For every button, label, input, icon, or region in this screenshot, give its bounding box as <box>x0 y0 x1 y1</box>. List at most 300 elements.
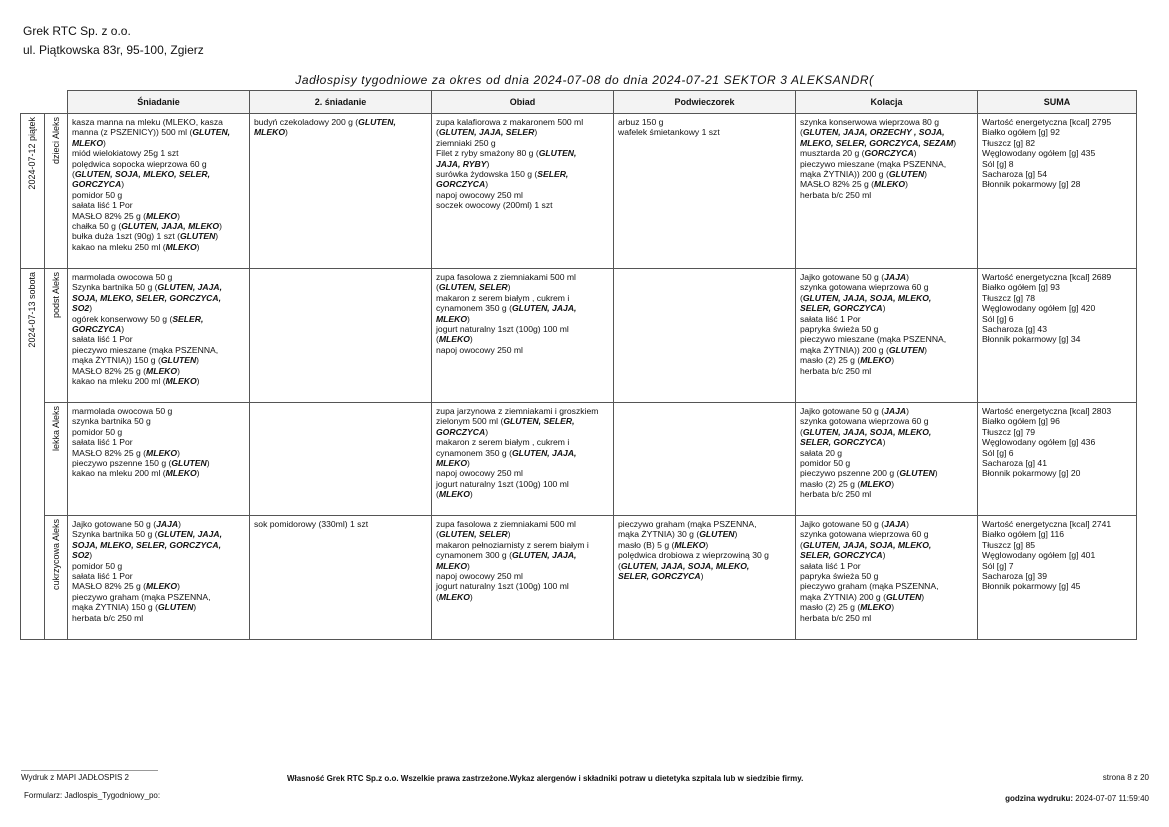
meal-cell-sniadanie <box>68 269 250 403</box>
cell-line <box>800 458 973 468</box>
cell-text: ) <box>882 303 886 314</box>
cell-line <box>982 561 1132 571</box>
cell-text: budyń czekoladowy 200 g ( <box>254 117 359 127</box>
cell-line <box>982 540 1132 550</box>
allergen-text: JAJA <box>884 272 907 282</box>
cell-text: makaron z serem białym , cukrem i <box>436 292 570 303</box>
meal-cell-obiad <box>432 114 614 269</box>
cell-text: sałata liść 1 Por <box>72 571 133 582</box>
cell-line <box>72 561 245 571</box>
meal-cell-sniadanie <box>68 114 250 269</box>
cell-line <box>436 427 609 437</box>
cell-text: jogurt naturalny 1szt (100g) 100 ml <box>436 478 569 489</box>
allergen-text: SO2 <box>72 303 90 314</box>
cell-text: arbuz 150 g <box>618 117 664 127</box>
cell-line <box>72 324 245 334</box>
meal-cell-2-sniadanie <box>250 403 432 516</box>
cell-text: Białko ogółem [g] 96 <box>982 416 1060 427</box>
allergen-text: GLUTEN, SELER <box>438 529 508 540</box>
cell-line <box>72 138 245 148</box>
page-title: Jadłospisy tygodniowe za okres od dnia 2024-07-08 do dnia 2024-07-21 SEKTOR 3 ALEKSANDR( <box>295 73 874 87</box>
column-header-sniadanie: Śniadanie <box>68 91 250 114</box>
cell-text: Tłuszcz [g] 82 <box>982 137 1036 148</box>
cell-text: surówka żydowska 150 g ( <box>436 169 538 180</box>
cell-line <box>436 416 609 426</box>
cell-text: Błonnik pokarmowy [g] 20 <box>982 468 1081 479</box>
cell-text: ) <box>913 148 917 159</box>
cell-line <box>800 366 973 376</box>
diet-label: podst Aleks <box>50 272 61 319</box>
table-row <box>21 269 1137 403</box>
cell-line <box>800 550 973 560</box>
footer-print-time-label: godzina wydruku: <box>1005 794 1074 803</box>
cell-text: kakao na mleku 250 ml ( <box>72 241 166 252</box>
cell-line <box>618 117 791 127</box>
cell-text: ) <box>469 591 473 602</box>
meal-cell-obiad <box>432 403 614 516</box>
cell-line <box>800 437 973 447</box>
cell-line <box>72 468 245 478</box>
cell-line <box>72 190 245 200</box>
cell-line <box>618 127 791 137</box>
cell-line <box>254 127 427 137</box>
cell-text: ) <box>89 303 93 314</box>
diet-label: lekka Aleks <box>50 406 61 452</box>
cell-line <box>800 540 973 550</box>
cell-line <box>800 613 973 623</box>
cell-text: Wartość energetyczna [kcal] 2689 <box>982 272 1112 282</box>
cell-line <box>436 282 609 292</box>
cell-line <box>982 416 1132 426</box>
allergen-text: MLEKO <box>146 581 178 592</box>
allergen-text: MLEKO <box>436 560 468 571</box>
allergen-text: GLUTEN <box>899 468 935 479</box>
cell-line <box>982 529 1132 539</box>
cell-line <box>72 179 245 189</box>
meal-cell-podwieczorek <box>614 516 796 640</box>
column-header-suma: SUMA <box>978 91 1137 114</box>
cell-text: ) <box>906 519 909 529</box>
cell-line <box>436 117 609 127</box>
cell-text: ) <box>196 355 200 366</box>
cell-line <box>800 529 973 539</box>
cell-line <box>982 127 1132 137</box>
cell-text: ) <box>953 137 957 148</box>
diet-label: cukrzycowa Aleks <box>50 519 61 591</box>
cell-text: pieczywo pszenne 200 g ( <box>800 468 900 479</box>
cell-text: ( <box>800 426 803 437</box>
cell-text: ) <box>177 447 180 458</box>
cell-text: ) <box>882 437 886 448</box>
cell-text: makaron z serem białym , cukrem i <box>436 437 570 448</box>
cell-text: Jajko gotowane 50 g ( <box>800 406 885 416</box>
cell-line <box>72 427 245 437</box>
cell-text: ) <box>177 210 180 221</box>
meal-cell-2-sniadanie <box>250 114 432 269</box>
cell-text: soczek owocowy (200ml) 1 szt <box>436 200 553 211</box>
cell-text: papryka świeża 50 g <box>800 324 879 335</box>
cell-line <box>982 406 1132 416</box>
footer-page-number: strona 8 z 20 <box>1102 773 1149 782</box>
cell-line <box>436 179 609 189</box>
cell-text: szynka gotowana wieprzowa 60 g <box>800 282 929 293</box>
allergen-text: GORCZYCA <box>436 179 486 190</box>
allergen-text: GLUTEN, JAJA, <box>511 550 577 561</box>
cell-line <box>800 148 973 158</box>
cell-text: herbata b/c 250 ml <box>800 189 872 200</box>
cell-line <box>72 314 245 324</box>
cell-text: mąka ŻYTNIA)) 200 g ( <box>800 344 889 355</box>
cell-text: ( <box>436 591 439 602</box>
cell-line <box>800 571 973 581</box>
meal-cell-sniadanie <box>68 516 250 640</box>
allergen-text: MLEKO, SELER, GORCZYCA, SEZAM <box>800 137 954 148</box>
cell-line <box>982 550 1132 560</box>
allergen-text: SELER, <box>537 169 569 180</box>
cell-text: pieczywo mieszane (mąka PSZENNA, <box>72 344 219 355</box>
meal-cell-obiad <box>432 516 614 640</box>
cell-line <box>436 458 609 468</box>
cell-line <box>436 324 609 334</box>
cell-line <box>800 272 973 282</box>
cell-line <box>618 550 791 560</box>
cell-text: makaron pełnoziarnisty z serem białym i <box>436 539 589 550</box>
cell-line <box>436 190 609 200</box>
cell-text: Tłuszcz [g] 85 <box>982 539 1036 550</box>
cell-line <box>436 159 609 169</box>
allergen-text: MLEKO <box>436 458 468 469</box>
cell-line <box>800 602 973 612</box>
meal-cell-podwieczorek <box>614 269 796 403</box>
header-date-spacer <box>21 91 45 114</box>
cell-text: herbata b/c 250 ml <box>800 365 872 376</box>
date-label: 2024-07-13 sobota <box>27 272 38 348</box>
cell-text: ) <box>177 581 180 592</box>
cell-line <box>436 169 609 179</box>
cell-text: ) <box>924 169 928 180</box>
cell-line <box>72 272 245 282</box>
cell-line <box>800 416 973 426</box>
cell-text: ) <box>178 519 181 529</box>
date-label: 2024-07-12 piątek <box>27 117 38 190</box>
cell-line <box>800 293 973 303</box>
cell-text: pieczywo pszenne 150 g ( <box>72 458 172 469</box>
cell-line <box>982 314 1132 324</box>
cell-text: ) <box>206 458 210 469</box>
cell-text: MASŁO 82% 25 g ( <box>800 179 875 190</box>
cell-text: pomidor 50 g <box>72 426 123 437</box>
cell-text: ) <box>891 478 895 489</box>
cell-line <box>72 242 245 252</box>
cell-text: ) <box>534 127 538 138</box>
cell-line <box>436 529 609 539</box>
cell-line <box>982 138 1132 148</box>
cell-text: ) <box>285 127 288 138</box>
cell-line <box>72 540 245 550</box>
cell-text: zielonym 500 ml ( <box>436 416 504 427</box>
cell-text: ) <box>196 376 200 387</box>
cell-text: szynka bartnika 50 g <box>72 416 151 427</box>
cell-text: ) <box>906 272 909 282</box>
cell-line <box>436 519 609 529</box>
cell-line <box>436 200 609 210</box>
allergen-text: GLUTEN, <box>538 148 577 159</box>
meal-cell-kolacja <box>796 516 978 640</box>
column-header-podwieczorek: Podwieczorek <box>614 91 796 114</box>
date-cell <box>21 114 45 269</box>
header-row <box>21 91 1137 114</box>
cell-text: napoj owocowy 250 ml <box>436 344 523 355</box>
cell-text: Jajko gotowane 50 g ( <box>72 519 157 529</box>
cell-line <box>436 303 609 313</box>
cell-text: napoj owocowy 250 ml <box>436 189 523 200</box>
allergen-text: GLUTEN, JAJA, SOJA, MLEKO, <box>802 292 932 303</box>
cell-text: ) <box>467 458 470 469</box>
cell-text: sałata liść 1 Por <box>800 313 861 324</box>
allergen-text: GLUTEN, JAJA, <box>511 447 577 458</box>
cell-line <box>800 138 973 148</box>
cell-text: ( <box>800 539 803 550</box>
cell-text: Wartość energetyczna [kcal] 2803 <box>982 406 1112 416</box>
cell-line <box>982 272 1132 282</box>
cell-line <box>436 138 609 148</box>
cell-text: ( <box>72 169 75 180</box>
cell-line <box>800 314 973 324</box>
cell-line <box>72 334 245 344</box>
table-row <box>21 516 1137 640</box>
allergen-text: SELER, GORCZYCA <box>800 550 883 561</box>
cell-line <box>72 355 245 365</box>
footer-printout-from: Wydruk z MAPI JADŁOSPIS 2 <box>21 773 129 782</box>
allergen-text: MLEKO <box>438 334 470 345</box>
cell-line <box>800 406 973 416</box>
allergen-text: GLUTEN, JAJA, SOJA, MLEKO, <box>802 426 932 437</box>
cell-line <box>800 324 973 334</box>
cell-line <box>72 148 245 158</box>
allergen-text: GORCZYCA <box>72 179 122 190</box>
allergen-text: GORCZYCA <box>436 426 486 437</box>
cell-line <box>800 592 973 602</box>
cell-text: Sól [g] 7 <box>982 560 1014 571</box>
allergen-text: GLUTEN, JAJA, SOJA, MLEKO, <box>802 539 932 550</box>
allergen-text: GLUTEN, JAJA, ORZECHY , SOJA, <box>802 127 945 138</box>
table-row <box>21 403 1137 516</box>
cell-text: ) <box>507 282 511 293</box>
cell-text: ) <box>89 550 93 561</box>
footer-divider <box>21 770 158 771</box>
cell-line <box>800 303 973 313</box>
cell-line <box>800 282 973 292</box>
summary-cell <box>978 269 1137 403</box>
cell-line <box>800 190 973 200</box>
cell-text: pieczywo mieszane (mąka PSZENNA, <box>800 334 947 345</box>
cell-line <box>982 437 1132 447</box>
cell-text: ) <box>486 158 490 169</box>
allergen-text: MLEKO <box>146 210 178 221</box>
allergen-text: GLUTEN <box>885 591 922 602</box>
cell-text: ogórek konserwowy 50 g ( <box>72 313 173 324</box>
cell-text: ) <box>891 602 895 613</box>
cell-line <box>436 592 609 602</box>
allergen-text: GLUTEN, JAJA, MLEKO <box>121 221 220 232</box>
cell-line <box>72 519 245 529</box>
footer-form: Formularz: Jadlospis_Tygodniowy_po: <box>24 791 161 800</box>
cell-text: Filet z ryby smażony 80 g ( <box>436 148 539 159</box>
cell-line <box>72 376 245 386</box>
cell-text: ( <box>436 529 439 540</box>
cell-line <box>72 592 245 602</box>
cell-text: ) <box>103 137 106 148</box>
allergen-text: SOJA, MLEKO, SELER, GORCZYCA, <box>72 292 221 303</box>
allergen-text: JAJA <box>884 406 907 416</box>
allergen-text: SELER, <box>172 313 204 324</box>
allergen-text: MLEKO <box>146 447 178 458</box>
cell-text: ) <box>196 468 200 479</box>
allergen-text: GLUTEN, JAJA, <box>157 529 222 540</box>
cell-text: ( <box>800 127 803 138</box>
meal-cell-podwieczorek <box>614 114 796 269</box>
cell-line <box>436 448 609 458</box>
cell-text: ( <box>436 489 439 500</box>
cell-text: ) <box>934 468 938 479</box>
cell-text: ) <box>734 529 738 540</box>
cell-text: ) <box>469 489 473 500</box>
cell-text: masło (2) 25 g ( <box>800 355 861 366</box>
cell-line <box>436 293 609 303</box>
allergen-text: GLUTEN, SELER <box>438 282 508 293</box>
cell-text: ( <box>618 560 621 571</box>
cell-text: pieczywo graham (mąka PSZENNA, <box>72 591 211 602</box>
allergen-text: GLUTEN, <box>358 117 396 127</box>
cell-text: sałata liść 1 Por <box>800 560 861 571</box>
cell-line <box>436 314 609 324</box>
allergen-text: GLUTEN, <box>192 127 231 138</box>
cell-line <box>436 479 609 489</box>
cell-line <box>982 117 1132 127</box>
allergen-text: MLEKO <box>165 468 197 479</box>
cell-line <box>982 293 1132 303</box>
cell-text: ) <box>485 426 489 437</box>
cell-text: zupa jarzynowa z ziemniakami i groszkiem <box>436 406 599 416</box>
menu-table <box>20 90 1137 640</box>
cell-text: szynka gotowana wieprzowa 60 g <box>800 529 929 540</box>
cell-line <box>72 293 245 303</box>
cell-text: Sól [g] 6 <box>982 447 1014 458</box>
cell-line <box>800 489 973 499</box>
cell-line <box>72 366 245 376</box>
cell-text: Węglowodany ogółem [g] 435 <box>982 148 1096 159</box>
cell-line <box>436 571 609 581</box>
cell-line <box>800 561 973 571</box>
allergen-text: SO2 <box>72 550 90 561</box>
cell-text: sałata liść 1 Por <box>72 437 133 448</box>
cell-text: sałata liść 1 Por <box>72 200 133 211</box>
cell-text: kakao na mleku 200 ml ( <box>72 376 166 387</box>
cell-text: ) <box>121 324 125 335</box>
cell-text: polędwica sopocka wieprzowa 60 g <box>72 158 207 169</box>
cell-text: sałata 20 g <box>800 447 843 458</box>
cell-text: masło (2) 25 g ( <box>800 478 861 489</box>
cell-text: mąka ŻYTNIA) 200 g ( <box>800 591 886 602</box>
cell-text: ) <box>469 334 473 345</box>
allergen-text: MLEKO <box>860 602 892 613</box>
cell-line <box>72 550 245 560</box>
cell-text: ) <box>196 241 200 252</box>
summary-cell <box>978 516 1137 640</box>
cell-line <box>982 427 1132 437</box>
cell-text: MASŁO 82% 25 g ( <box>72 210 147 221</box>
allergen-text: MLEKO <box>165 241 197 252</box>
cell-text: ) <box>705 539 709 550</box>
cell-text: Sacharoza [g] 41 <box>982 458 1047 469</box>
cell-line <box>982 519 1132 529</box>
cell-text: Białko ogółem [g] 93 <box>982 282 1060 293</box>
diet-cell <box>45 269 68 403</box>
cell-line <box>982 581 1132 591</box>
summary-cell <box>978 403 1137 516</box>
cell-text: masło (2) 25 g ( <box>800 602 861 613</box>
cell-line <box>800 159 973 169</box>
cell-line <box>800 169 973 179</box>
table-row <box>21 114 1137 269</box>
cell-line <box>436 334 609 344</box>
cell-text: Węglowodany ogółem [g] 420 <box>982 303 1096 314</box>
cell-text: Wartość energetyczna [kcal] 2741 <box>982 519 1112 529</box>
allergen-text: MLEKO <box>436 313 468 324</box>
cell-line <box>436 127 609 137</box>
cell-text: polędwica drobiowa z wieprzowiną 30 g <box>618 550 769 561</box>
allergen-text: GLUTEN, JAJA, <box>157 282 222 293</box>
cell-text: herbata b/c 250 ml <box>800 612 872 623</box>
cell-line <box>436 489 609 499</box>
cell-line <box>982 324 1132 334</box>
diet-cell <box>45 516 68 640</box>
cell-text: ( <box>800 292 803 303</box>
cell-text: zupa fasolowa z ziemniakami 500 ml <box>436 272 576 282</box>
allergen-text: JAJA <box>884 519 907 529</box>
allergen-text: MLEKO <box>874 179 906 190</box>
cell-line <box>982 458 1132 468</box>
allergen-text: GLUTEN <box>157 602 194 613</box>
footer-print-time-value: 2024-07-07 11:59:40 <box>1075 794 1149 803</box>
cell-line <box>72 448 245 458</box>
cell-line <box>436 581 609 591</box>
allergen-text: GLUTEN, SELER, <box>503 416 575 427</box>
cell-line <box>72 169 245 179</box>
cell-text: pomidor 50 g <box>72 189 123 200</box>
cell-text: papryka świeża 50 g <box>800 571 879 582</box>
cell-text: pieczywo graham (mąka PSZENNA, <box>800 581 939 592</box>
cell-text: ) <box>700 571 704 582</box>
cell-text: ) <box>467 560 470 571</box>
cell-text: ( <box>436 334 439 345</box>
cell-text: ) <box>924 344 928 355</box>
allergen-text: MLEKO <box>438 591 470 602</box>
cell-line <box>982 334 1132 344</box>
meal-cell-kolacja <box>796 269 978 403</box>
cell-text: Sacharoza [g] 43 <box>982 324 1047 335</box>
cell-line <box>982 148 1132 158</box>
cell-line <box>72 127 245 137</box>
date-cell <box>21 269 45 640</box>
cell-line <box>436 540 609 550</box>
column-header-kolacja: Kolacja <box>796 91 978 114</box>
cell-text: cynamonem 350 g ( <box>436 447 512 458</box>
cell-line <box>982 448 1132 458</box>
cell-text: ) <box>921 591 925 602</box>
cell-line <box>72 231 245 241</box>
cell-line <box>72 221 245 231</box>
